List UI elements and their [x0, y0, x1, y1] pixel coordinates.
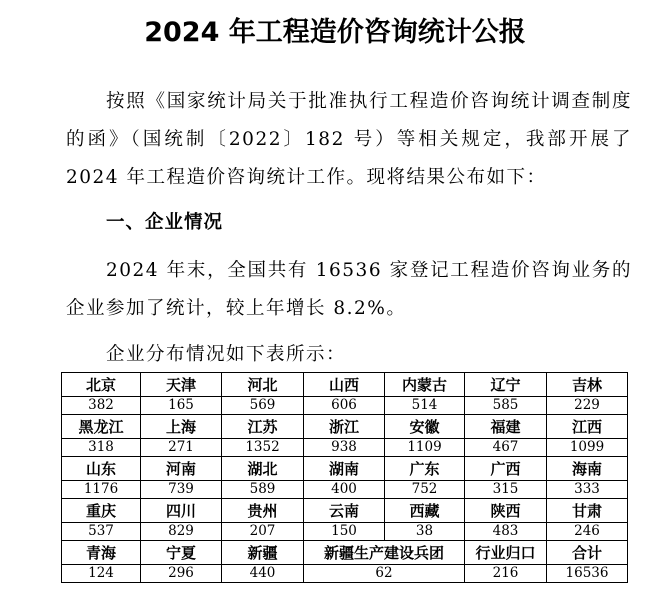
- enterprise-count-cell: 514: [385, 397, 465, 415]
- region-name-cell: 河北: [222, 373, 304, 397]
- region-name-cell: 重庆: [62, 499, 141, 523]
- region-name-cell: 西藏: [385, 499, 465, 523]
- enterprise-count-cell: 440: [222, 565, 304, 583]
- region-name-cell: 吉林: [547, 373, 628, 397]
- table-intro-paragraph: 企业分布情况如下表所示：: [106, 344, 347, 365]
- region-name-cell: 陕西: [465, 499, 547, 523]
- region-name-cell: 广西: [465, 457, 547, 481]
- table-row: [62, 565, 628, 583]
- enterprise-count-cell: 606: [304, 397, 385, 415]
- enterprise-count-cell: 124: [62, 565, 141, 583]
- region-name-cell: 辽宁: [465, 373, 547, 397]
- region-name-cell: 宁夏: [141, 541, 222, 565]
- enterprise-count-cell: 537: [62, 523, 141, 541]
- enterprise-count-cell: 333: [547, 481, 628, 499]
- enterprise-count-cell: 585: [465, 397, 547, 415]
- enterprise-count-cell: 318: [62, 439, 141, 457]
- table-row: [62, 415, 628, 439]
- region-name-cell: 浙江: [304, 415, 385, 439]
- enterprise-count-cell: 150: [304, 523, 385, 541]
- region-name-cell: 江苏: [222, 415, 304, 439]
- table-row: [62, 397, 628, 415]
- region-name-cell: 北京: [62, 373, 141, 397]
- region-name-cell: 安徽: [385, 415, 465, 439]
- table-row: [62, 373, 628, 397]
- table-row: [62, 523, 628, 541]
- region-name-cell: 四川: [141, 499, 222, 523]
- enterprise-count-cell: 829: [141, 523, 222, 541]
- region-name-cell: 天津: [141, 373, 222, 397]
- enterprise-count-cell: 382: [62, 397, 141, 415]
- enterprise-count-cell: 216: [465, 565, 547, 583]
- enterprise-count-cell: 938: [304, 439, 385, 457]
- total-label-cell: 合计: [547, 541, 628, 565]
- enterprise-count-cell: 752: [385, 481, 465, 499]
- region-name-cell: 内蒙古: [385, 373, 465, 397]
- enterprise-count-cell: 296: [141, 565, 222, 583]
- table-row: [62, 457, 628, 481]
- enterprise-count-cell: 569: [222, 397, 304, 415]
- region-name-cell: 上海: [141, 415, 222, 439]
- enterprise-count-cell: 271: [141, 439, 222, 457]
- enterprise-count-cell: 739: [141, 481, 222, 499]
- region-name-cell: 福建: [465, 415, 547, 439]
- enterprise-count-cell: 467: [465, 439, 547, 457]
- table-row: [62, 541, 628, 565]
- enterprise-count-cell: 589: [222, 481, 304, 499]
- region-name-cell: 甘肃: [547, 499, 628, 523]
- enterprise-count-cell: 1109: [385, 439, 465, 457]
- enterprise-count-cell: 1176: [62, 481, 141, 499]
- enterprise-distribution-table: [61, 372, 628, 583]
- region-name-cell: 新疆: [222, 541, 304, 565]
- table-row: [62, 499, 628, 523]
- region-name-cell: 河南: [141, 457, 222, 481]
- enterprise-count-cell: 229: [547, 397, 628, 415]
- region-name-cell: 湖北: [222, 457, 304, 481]
- intro-paragraph: 按照《国家统计局关于批准执行工程造价咨询统计调查制度的函》（国统制〔2022〕182 号）等相关规定，我部开展了 2024 年工程造价咨询统计工作。现将结果公布如下：: [66, 91, 632, 188]
- enterprise-count-cell: 165: [141, 397, 222, 415]
- region-name-cell: 广东: [385, 457, 465, 481]
- region-name-cell: 云南: [304, 499, 385, 523]
- region-name-cell: 海南: [547, 457, 628, 481]
- region-name-cell: 山西: [304, 373, 385, 397]
- section-heading: 一、企业情况: [106, 212, 224, 233]
- region-name-cell: 新疆生产建设兵团: [304, 541, 465, 565]
- enterprise-count-cell: 315: [465, 481, 547, 499]
- total-count-cell: 16536: [547, 565, 628, 583]
- region-name-cell: 湖南: [304, 457, 385, 481]
- enterprise-count-cell: 400: [304, 481, 385, 499]
- enterprise-count-cell: 1352: [222, 439, 304, 457]
- region-name-cell: 山东: [62, 457, 141, 481]
- enterprise-summary-paragraph: 2024 年末，全国共有 16536 家登记工程造价咨询业务的企业参加了统计，较上年增长 8.2%。: [66, 260, 632, 319]
- table-row: [62, 481, 628, 499]
- region-name-cell: 江西: [547, 415, 628, 439]
- table-row: [62, 439, 628, 457]
- region-name-cell: 青海: [62, 541, 141, 565]
- region-name-cell: 贵州: [222, 499, 304, 523]
- document-title: 2024 年工程造价咨询统计公报: [144, 17, 526, 48]
- region-name-cell: 黑龙江: [62, 415, 141, 439]
- enterprise-count-cell: 483: [465, 523, 547, 541]
- enterprise-count-cell: 1099: [547, 439, 628, 457]
- enterprise-count-cell: 38: [385, 523, 465, 541]
- enterprise-count-cell: 246: [547, 523, 628, 541]
- enterprise-count-cell: 62: [304, 565, 465, 583]
- region-name-cell: 行业归口: [465, 541, 547, 565]
- enterprise-count-cell: 207: [222, 523, 304, 541]
